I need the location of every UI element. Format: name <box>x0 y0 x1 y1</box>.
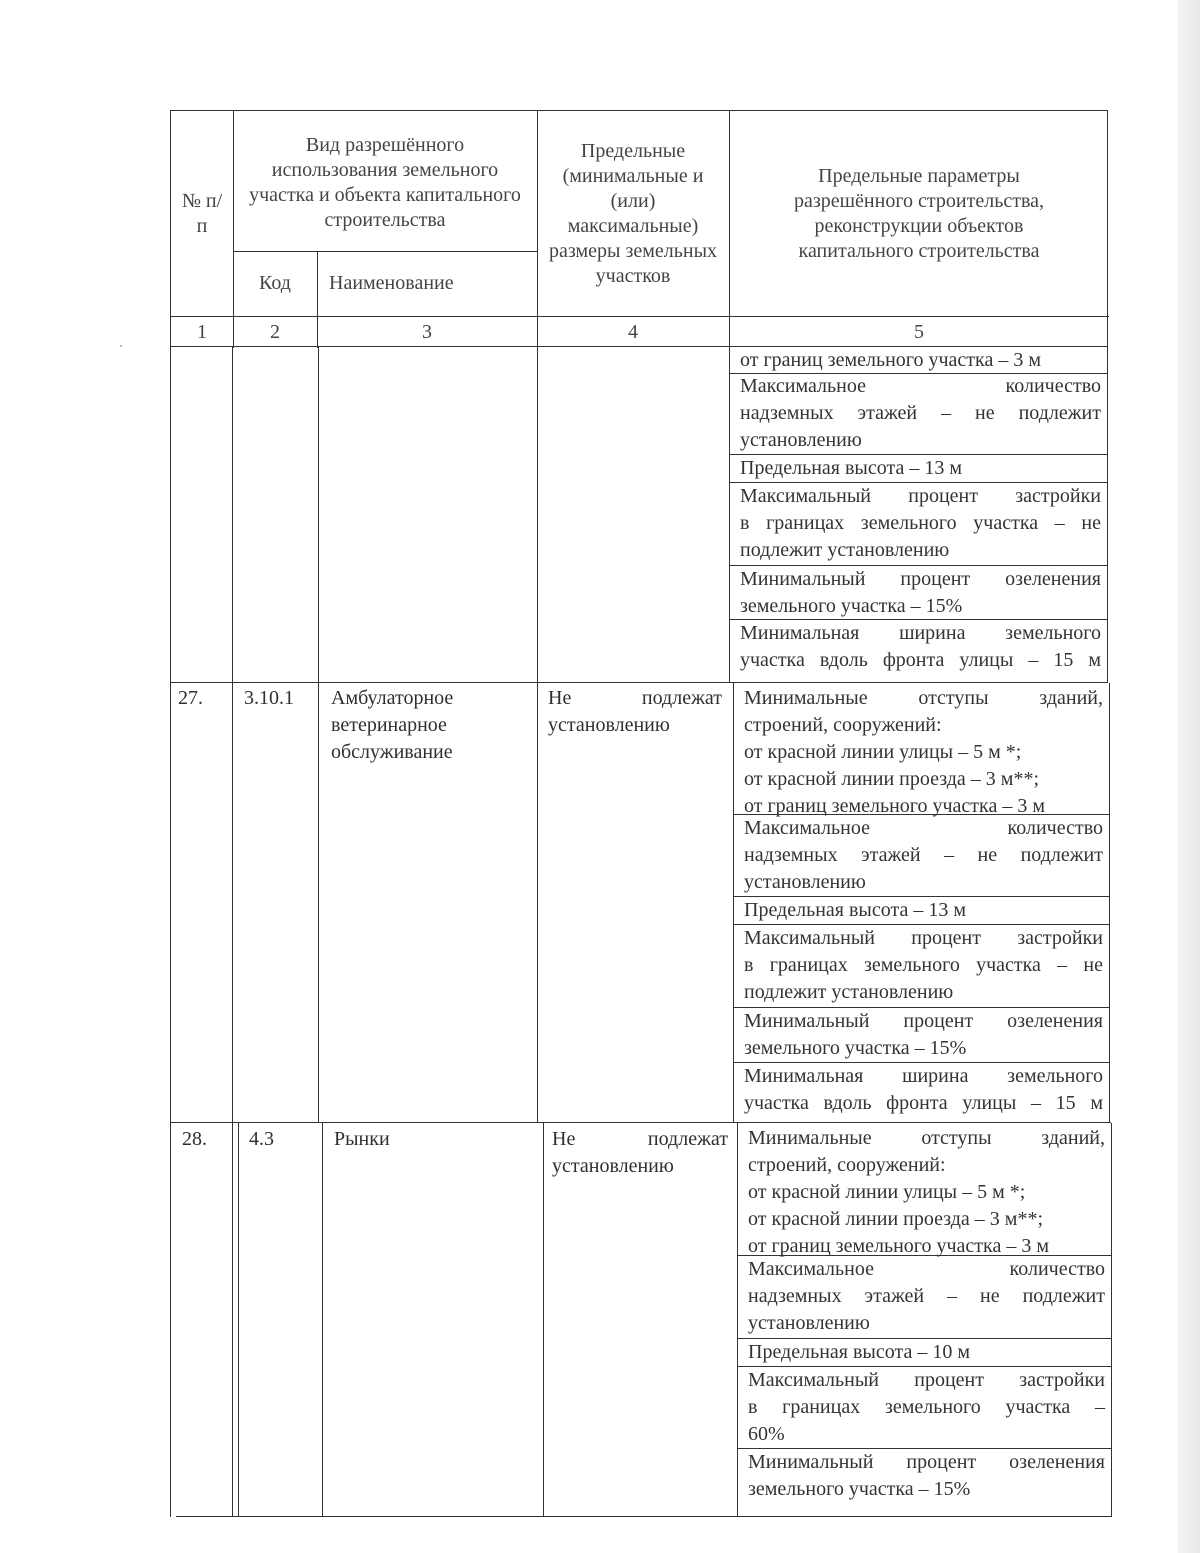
param-line: надземных этажей – не подлежит <box>748 1285 1105 1307</box>
param-line: участка вдоль фронта улицы – 15 м <box>740 649 1101 671</box>
param-line: 60% <box>748 1423 785 1445</box>
param-line: от красной линии проезда – 3 м**; <box>748 1208 1044 1230</box>
param-cell <box>740 1256 1111 1337</box>
row-name-line: ветеринарное <box>331 714 447 736</box>
row-name <box>331 685 531 766</box>
col-number-5: 5 <box>914 320 924 343</box>
param-line: Минимальный процент озеленения <box>748 1451 1105 1473</box>
param-line: от границ земельного участка – 3 м <box>740 349 1041 371</box>
param-line: установлению <box>740 429 862 451</box>
col-number-1: 1 <box>197 320 207 343</box>
row-size-line: установлению <box>552 1155 674 1177</box>
param-line: Минимальный процент озеленения <box>740 568 1101 590</box>
scan-edge <box>1178 0 1200 1553</box>
param-line: Минимальный процент озеленения <box>744 1010 1103 1032</box>
row-name <box>334 1126 534 1153</box>
param-cell <box>740 1339 1111 1366</box>
row-code: 3.10.1 <box>244 687 294 709</box>
row-size <box>552 1126 728 1180</box>
param-line: Максимальное количество <box>740 375 1101 397</box>
param-cell <box>732 483 1107 564</box>
param-line: в границах земельного участка – <box>748 1396 1105 1418</box>
param-line: Предельная высота – 13 м <box>740 457 963 479</box>
header-name: Наименование <box>329 272 454 294</box>
param-line: от красной линии улицы – 5 м *; <box>744 741 1022 763</box>
row-size-line: Не подлежат <box>548 687 722 709</box>
param-line: земельного участка – 15% <box>748 1478 971 1500</box>
row-size <box>548 685 722 739</box>
param-cell <box>736 925 1109 1006</box>
param-line: Максимальный процент застройки <box>744 927 1103 949</box>
col-number-4: 4 <box>628 320 638 343</box>
param-line: подлежит установлению <box>740 539 950 561</box>
param-line: участка вдоль фронта улицы – 15 м <box>744 1092 1103 1114</box>
col-number-3: 3 <box>422 320 432 343</box>
param-cell <box>736 897 1109 924</box>
param-line: Максимальный процент застройки <box>748 1369 1105 1391</box>
param-cell <box>740 1125 1111 1260</box>
header-size: Предельные (минимальные и (или) максимальные) размеры земельных участков <box>548 139 718 287</box>
row-name-line: обслуживание <box>331 741 453 763</box>
param-cell <box>732 347 1107 374</box>
param-line: Минимальные отступы зданий, <box>748 1127 1105 1149</box>
param-line: Максимальное количество <box>744 817 1103 839</box>
param-line: Предельная высота – 13 м <box>744 899 967 921</box>
param-line: Максимальный процент застройки <box>740 485 1101 507</box>
param-cell <box>736 1063 1109 1117</box>
param-line: Максимальное количество <box>748 1258 1105 1280</box>
param-line: надземных этажей – не подлежит <box>740 402 1101 424</box>
row-name-line: Амбулаторное <box>331 687 454 709</box>
param-cell <box>740 1449 1111 1503</box>
param-cell <box>740 1367 1111 1448</box>
row-number: 28. <box>182 1128 207 1150</box>
param-line: надземных этажей – не подлежит <box>744 844 1103 866</box>
header-vri-group: Вид разрешённого использования земельного участка и объекта капитального строительства <box>249 134 521 231</box>
param-line: от красной линии улицы – 5 м *; <box>748 1181 1026 1203</box>
table-header <box>170 110 1108 347</box>
param-line: в границах земельного участка – не <box>740 512 1101 534</box>
row-size-line: Не подлежат <box>552 1128 728 1150</box>
param-line: Минимальные отступы зданий, <box>744 687 1103 709</box>
row-size-line: установлению <box>548 714 670 736</box>
col-number-2: 2 <box>270 320 280 343</box>
param-line: Минимальная ширина земельного <box>740 622 1101 644</box>
param-cell <box>732 620 1107 674</box>
param-line: Минимальная ширина земельного <box>744 1065 1103 1087</box>
param-cell <box>732 455 1107 482</box>
param-line: подлежит установлению <box>744 981 954 1003</box>
param-cell <box>736 685 1109 820</box>
param-line: от границ земельного участка – 3 м <box>748 1235 1049 1257</box>
row-number: 27. <box>178 687 203 709</box>
header-code: Код <box>259 272 291 294</box>
scan-dot <box>120 345 122 347</box>
param-cell <box>732 373 1107 454</box>
param-line: земельного участка – 15% <box>740 595 963 617</box>
param-cell <box>736 1008 1109 1062</box>
row-code: 4.3 <box>249 1128 274 1150</box>
param-cell <box>736 815 1109 896</box>
param-line: в границах земельного участка – не <box>744 954 1103 976</box>
param-line: Предельная высота – 10 м <box>748 1341 971 1363</box>
header-params: Предельные параметры разрешённого строительства, реконструкции объектов капитального строительства <box>794 164 1044 262</box>
param-cell <box>732 566 1107 620</box>
param-line: от красной линии проезда – 3 м**; <box>744 768 1040 790</box>
param-line: земельного участка – 15% <box>744 1037 967 1059</box>
header-num: № п/п <box>181 189 223 237</box>
param-line: установлению <box>744 871 866 893</box>
row-name-line: Рынки <box>334 1128 390 1150</box>
param-line: строений, сооружений: <box>748 1154 946 1176</box>
param-line: от границ земельного участка – 3 м <box>744 795 1045 817</box>
param-line: установлению <box>748 1312 870 1334</box>
param-line: строений, сооружений: <box>744 714 942 736</box>
